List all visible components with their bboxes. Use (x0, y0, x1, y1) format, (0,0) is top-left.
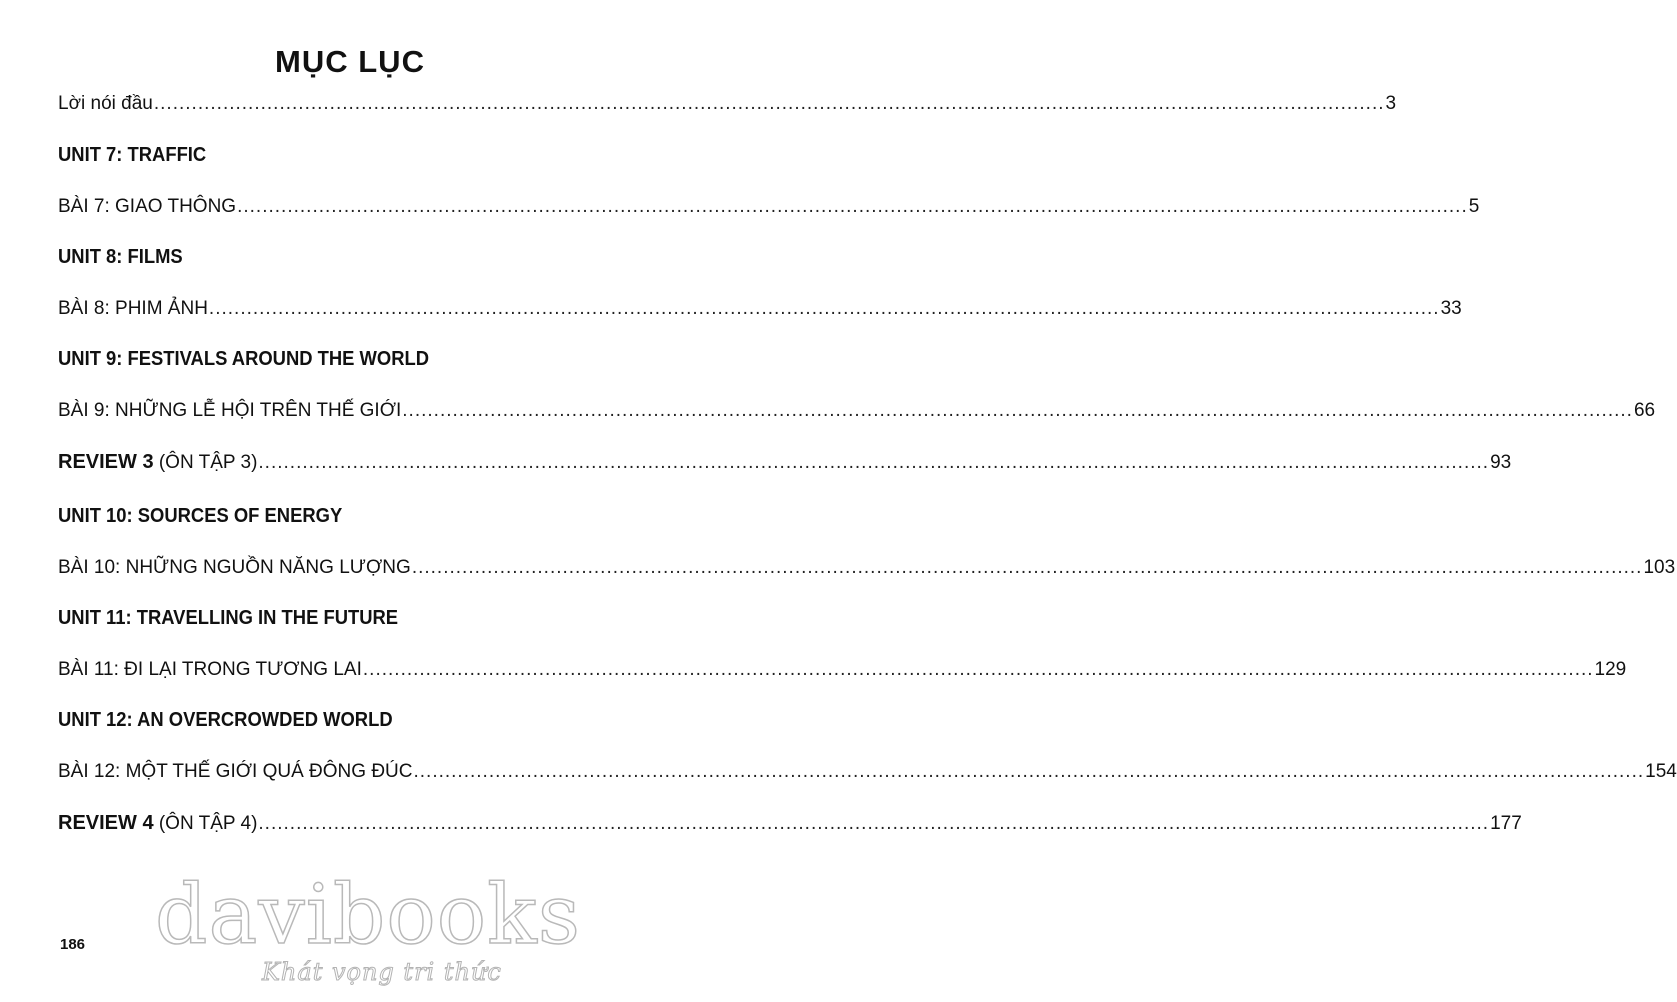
toc-page: 177 (1490, 813, 1522, 834)
page-number: 186 (60, 936, 86, 953)
toc-page: 5 (1468, 196, 1480, 217)
toc-entry-lesson (58, 196, 1480, 218)
toc-label (58, 812, 257, 835)
dot-leader: .................................................................................................................................................................................................... (362, 659, 1594, 680)
toc-label: BÀI 9: NHỮNG LỄ HỘI TRÊN THẾ GIỚI (58, 400, 402, 421)
toc-page: 129 (1594, 659, 1627, 680)
dot-leader: .................................................................................................................................................................................................... (258, 452, 1490, 473)
toc-label: Lời nói đầu (58, 93, 153, 114)
toc-entry-review (58, 812, 1522, 835)
toc-entry-lesson (58, 761, 1677, 783)
toc-label: BÀI 11: ĐI LẠI TRONG TƯƠNG LAI (58, 659, 362, 680)
toc-entry-lesson (58, 659, 1627, 681)
unit-heading: UNIT 9: FESTIVALS AROUND THE WORLD (58, 348, 430, 370)
toc-label: BÀI 12: MỘT THẾ GIỚI QUÁ ĐÔNG ĐÚC (58, 761, 413, 782)
toc-label (58, 451, 257, 474)
toc-page: 66 (1633, 400, 1656, 421)
watermark-brand: davibooks (155, 868, 581, 963)
unit-heading: UNIT 11: TRAVELLING IN THE FUTURE (58, 607, 399, 629)
dot-leader: .................................................................................................................................................................................................... (153, 93, 1385, 114)
unit-heading: UNIT 10: SOURCES OF ENERGY (58, 505, 343, 527)
review-subtitle: (ÔN TẬP 4) (153, 813, 258, 834)
toc-page: 3 (1385, 93, 1397, 114)
toc-page: 154 (1645, 761, 1677, 782)
dot-leader: .................................................................................................................................................................................................... (208, 298, 1440, 319)
toc-page: 33 (1440, 298, 1462, 319)
toc-entry-review (58, 451, 1512, 474)
toc-entry-lesson (58, 400, 1656, 422)
unit-heading: UNIT 12: AN OVERCROWDED WORLD (58, 709, 393, 731)
review-subtitle: (ÔN TẬP 3) (153, 452, 258, 473)
review-title: REVIEW 4 (58, 812, 154, 834)
toc-entry-lesson (58, 298, 1462, 320)
dot-leader: .................................................................................................................................................................................................... (413, 761, 1645, 782)
dot-leader: .................................................................................................................................................................................................... (258, 813, 1490, 834)
dot-leader: .................................................................................................................................................................................................... (237, 196, 1468, 217)
toc-entry-lesson (58, 557, 1676, 579)
dot-leader: .................................................................................................................................................................................................... (411, 557, 1643, 578)
toc-entry-preface (58, 93, 1397, 115)
toc-label: BÀI 8: PHIM ẢNH (58, 298, 208, 319)
unit-heading: UNIT 7: TRAFFIC (58, 144, 207, 166)
watermark-tagline: Khát vọng tri thức (262, 958, 502, 986)
toc-page: 93 (1490, 452, 1512, 473)
toc-page: 103 (1643, 557, 1676, 578)
toc-label: BÀI 10: NHỮNG NGUỒN NĂNG LƯỢNG (58, 557, 411, 578)
dot-leader: .................................................................................................................................................................................................... (402, 400, 1633, 421)
toc-label: BÀI 7: GIAO THÔNG (58, 196, 237, 217)
unit-heading: UNIT 8: FILMS (58, 246, 183, 268)
review-title: REVIEW 3 (58, 451, 154, 473)
page-title: MỤC LỤC (275, 44, 425, 79)
